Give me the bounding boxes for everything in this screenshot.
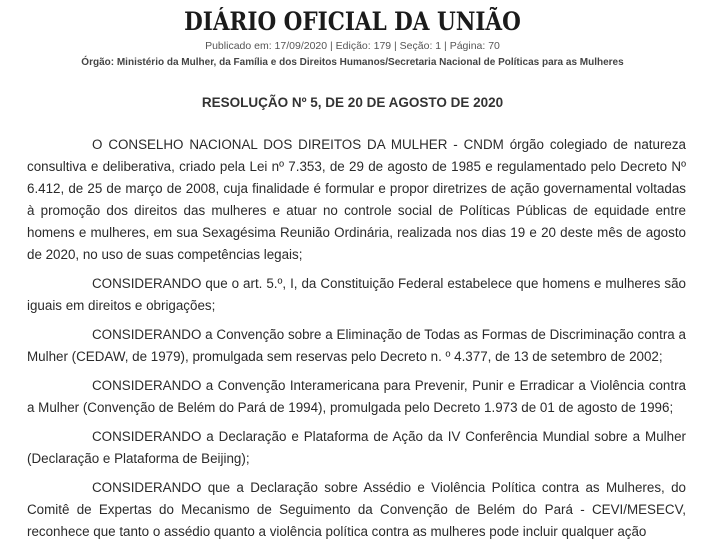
paragraph-preamble: O CONSELHO NACIONAL DOS DIREITOS DA MULHER - CNDM órgão colegiado de natureza consultiva e deliberativa, criado pela Lei nº 7.353, de 29 de agosto de 1985 e regulamentado pelo Decreto Nº 6.412, de 25 de março de 2008, cuja finalidade é formular e propor diretrizes de ação governamental voltadas à promoção dos direitos das mulheres e atuar no controle social de Políticas Públicas de equidade entre homens e mulheres, em sua Sexagésima Reunião Ordinária, realizada nos dias 19 e 20 deste mês de agosto de 2020, no uso de suas competências legais;	[27, 137, 686, 262]
paragraph-considerando-beijing: CONSIDERANDO a Declaração e Plataforma de Ação da IV Conferência Mundial sobre a Mulher (Declaração e Plataforma de Beijing);	[27, 429, 686, 466]
paragraph-considerando-constituicao: CONSIDERANDO que o art. 5.º, I, da Constituição Federal estabelece que homens e mulheres são iguais em direitos e obrigações;	[27, 276, 686, 313]
paragraph-considerando-belem-do-para: CONSIDERANDO a Convenção Interamericana para Prevenir, Punir e Erradicar a Violência contra a Mulher (Convenção de Belém do Pará de 1994), promulgada pelo Decreto 1.973 de 01 de agosto de 1996;	[27, 378, 686, 415]
document-header	[0, 0, 705, 70]
paragraph-considerando-assedio: CONSIDERANDO que a Declaração sobre Assédio e Violência Política contra as Mulheres, do Comitê de Expertas do Mecanismo de Seguimento da Convenção de Belém do Pará - CEVI/MESECV, reconhece que tanto o assédio quanto a violência política contra as mulheres pode incluir qualquer ação	[27, 480, 686, 539]
publication-title: DIÁRIO OFICIAL DA UNIÃO	[184, 7, 521, 36]
publication-info: Publicado em: 17/09/2020 | Edição: 179 | Seção: 1 | Página: 70	[205, 40, 500, 52]
issuing-organ: Órgão: Ministério da Mulher, da Família e dos Direitos Humanos/Secretaria Nacional de Políticas para as Mulheres	[81, 57, 624, 68]
resolution-title: RESOLUÇÃO Nº 5, DE 20 DE AGOSTO DE 2020	[201, 95, 504, 110]
document-body	[27, 134, 686, 550]
paragraph-considerando-cedaw: CONSIDERANDO a Convenção sobre a Eliminação de Todas as Formas de Discriminação contra a Mulher (CEDAW, de 1979), promulgada sem reservas pelo Decreto n. º 4.377, de 13 de setembro de 2002;	[27, 327, 686, 364]
